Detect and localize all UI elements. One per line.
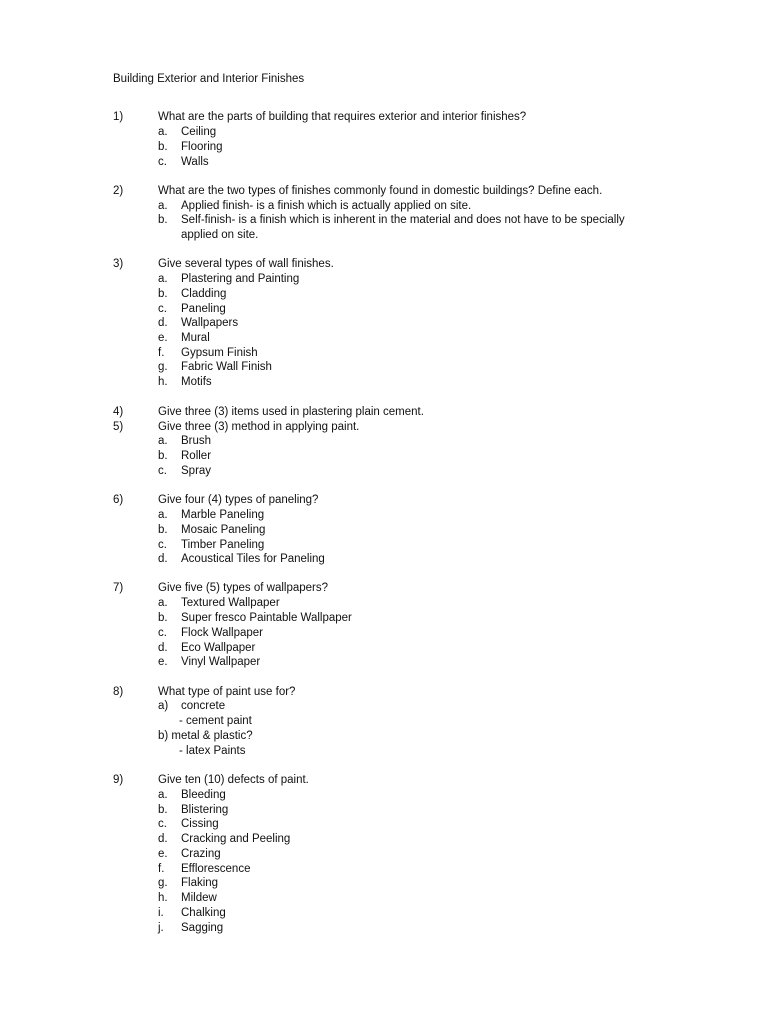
answer-line <box>0 714 768 729</box>
list-item <box>0 140 768 155</box>
list-item <box>0 523 768 538</box>
list-item <box>0 862 768 877</box>
list-item <box>0 921 768 936</box>
list-item <box>0 817 768 832</box>
list-marker: f. <box>158 863 165 875</box>
list-item <box>0 847 768 862</box>
list-item <box>0 199 768 214</box>
list-item-text: concrete <box>181 700 226 712</box>
list-item <box>0 699 768 714</box>
list-item <box>0 213 768 228</box>
list-marker: b. <box>158 804 168 816</box>
list-marker: a) <box>158 700 169 712</box>
list-item-text: applied on site. <box>181 229 259 241</box>
list-item-text: Motifs <box>181 376 212 388</box>
list-marker: a. <box>158 597 168 609</box>
list-item <box>0 552 768 567</box>
list-item <box>0 272 768 287</box>
list-item-text: Spray <box>181 465 212 477</box>
list-item <box>0 316 768 331</box>
list-item-text: Efflorescence <box>181 863 251 875</box>
question-number: 2) <box>113 185 124 197</box>
list-item-text: Applied finish- is a finish which is actually applied on site. <box>181 200 472 212</box>
question-text: What are the parts of building that requires exterior and interior finishes? <box>158 111 527 123</box>
list-item-text: Fabric Wall Finish <box>181 361 272 373</box>
list-item <box>0 449 768 464</box>
list-item <box>0 287 768 302</box>
list-item <box>0 538 768 553</box>
question-text: Give ten (10) defects of paint. <box>158 774 309 786</box>
list-item <box>0 655 768 670</box>
list-marker: i. <box>158 907 164 919</box>
question-number: 5) <box>113 421 124 433</box>
list-marker: b. <box>158 524 168 536</box>
question-text: Give three (3) items used in plastering plain cement. <box>158 406 424 418</box>
list-item-text: Crazing <box>181 848 221 860</box>
list-item-text: Bleeding <box>181 789 226 801</box>
list-item <box>0 729 768 744</box>
list-marker: d. <box>158 553 168 565</box>
list-marker: a. <box>158 200 168 212</box>
list-item-text: Marble Paneling <box>181 509 265 521</box>
list-item <box>0 508 768 523</box>
list-item <box>0 596 768 611</box>
list-item <box>0 626 768 641</box>
question-text: Give several types of wall finishes. <box>158 258 334 270</box>
list-marker: e. <box>158 848 168 860</box>
list-item <box>0 611 768 626</box>
question-number: 7) <box>113 582 124 594</box>
question-text: Give four (4) types of paneling? <box>158 494 319 506</box>
list-marker: c. <box>158 627 167 639</box>
list-item-text: Self-finish- is a finish which is inherent in the material and does not have to be specially <box>181 214 625 226</box>
answer-line <box>0 744 768 759</box>
list-item-text: Walls <box>181 156 209 168</box>
list-marker: b. <box>158 450 168 462</box>
list-marker: b. <box>158 214 168 226</box>
list-marker: b. <box>158 288 168 300</box>
list-item-text: Gypsum Finish <box>181 347 258 359</box>
list-item <box>0 125 768 140</box>
list-item <box>0 788 768 803</box>
list-item-text: Blistering <box>181 804 229 816</box>
list-item <box>0 302 768 317</box>
list-item-text: Chalking <box>181 907 226 919</box>
list-item-text: Wallpapers <box>181 317 239 329</box>
list-item-text: Roller <box>181 450 212 462</box>
question-number: 3) <box>113 258 124 270</box>
document-title: Building Exterior and Interior Finishes <box>113 73 305 85</box>
list-item <box>0 803 768 818</box>
list-item-text: Textured Wallpaper <box>181 597 280 609</box>
question-text: What are the two types of finishes commonly found in domestic buildings? Define each. <box>158 185 603 197</box>
question-number: 8) <box>113 686 124 698</box>
list-item-continuation <box>0 228 768 243</box>
list-item-text: Brush <box>181 435 212 447</box>
list-marker: a. <box>158 509 168 521</box>
list-marker: b. <box>158 141 168 153</box>
list-marker: a. <box>158 789 168 801</box>
list-item <box>0 906 768 921</box>
list-item-text: b) metal & plastic? <box>158 730 253 742</box>
list-item-text: Flaking <box>181 877 219 889</box>
list-item-text: Mosaic Paneling <box>181 524 266 536</box>
question-number: 6) <box>113 494 124 506</box>
list-item <box>0 876 768 891</box>
question-number: 1) <box>113 111 124 123</box>
answer-text: - cement paint <box>179 715 252 727</box>
list-item-text: Cracking and Peeling <box>181 833 291 845</box>
list-item-text: Mildew <box>181 892 217 904</box>
list-item-text: Eco Wallpaper <box>181 642 256 654</box>
list-marker: d. <box>158 317 168 329</box>
list-item-text: Mural <box>181 332 210 344</box>
list-item-text: Cladding <box>181 288 227 300</box>
list-item-text: Paneling <box>181 303 226 315</box>
list-item <box>0 434 768 449</box>
question-number: 9) <box>113 774 124 786</box>
list-item-text: Plastering and Painting <box>181 273 300 285</box>
list-item <box>0 155 768 170</box>
list-item <box>0 464 768 479</box>
question-text: What type of paint use for? <box>158 686 296 698</box>
list-item <box>0 375 768 390</box>
list-marker: g. <box>158 361 168 373</box>
question-text: Give five (5) types of wallpapers? <box>158 582 329 594</box>
list-item-text: Acoustical Tiles for Paneling <box>181 553 325 565</box>
list-item <box>0 641 768 656</box>
list-item <box>0 360 768 375</box>
list-item <box>0 891 768 906</box>
list-marker: f. <box>158 347 165 359</box>
list-marker: a. <box>158 273 168 285</box>
list-marker: c. <box>158 156 167 168</box>
list-marker: b. <box>158 612 168 624</box>
list-marker: c. <box>158 539 167 551</box>
list-marker: a. <box>158 435 168 447</box>
list-marker: h. <box>158 376 168 388</box>
list-marker: d. <box>158 833 168 845</box>
list-item <box>0 331 768 346</box>
question-number: 4) <box>113 406 124 418</box>
list-marker: a. <box>158 126 168 138</box>
list-item-text: Super fresco Paintable Wallpaper <box>181 612 352 624</box>
list-marker: g. <box>158 877 168 889</box>
list-marker: c. <box>158 303 167 315</box>
list-item <box>0 832 768 847</box>
list-item-text: Flock Wallpaper <box>181 627 264 639</box>
list-item-text: Timber Paneling <box>181 539 265 551</box>
answer-text: - latex Paints <box>179 745 246 757</box>
list-marker: c. <box>158 818 167 830</box>
list-item-text: Flooring <box>181 141 223 153</box>
list-marker: h. <box>158 892 168 904</box>
list-marker: d. <box>158 642 168 654</box>
list-item-text: Sagging <box>181 922 224 934</box>
list-marker: e. <box>158 332 168 344</box>
list-item <box>0 346 768 361</box>
list-marker: c. <box>158 465 167 477</box>
question-text: Give three (3) method in applying paint. <box>158 421 360 433</box>
list-item-text: Cissing <box>181 818 219 830</box>
list-marker: j. <box>158 922 164 934</box>
list-marker: e. <box>158 656 168 668</box>
list-item-text: Vinyl Wallpaper <box>181 656 261 668</box>
list-item-text: Ceiling <box>181 126 217 138</box>
